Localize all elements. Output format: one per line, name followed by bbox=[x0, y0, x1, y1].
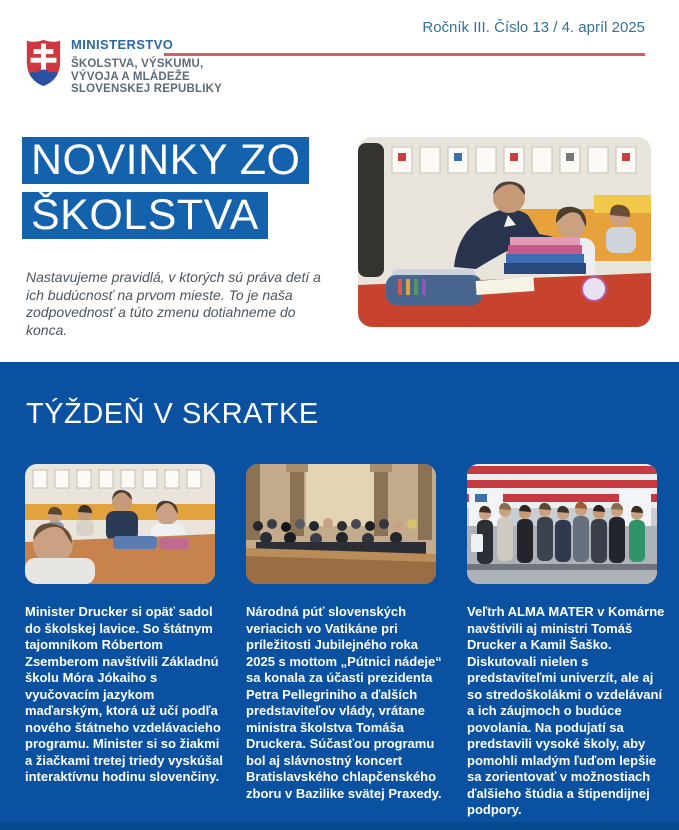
week-item-2 bbox=[246, 464, 446, 819]
issue-line: Ročník III. Číslo 13 / 4. apríl 2025 bbox=[422, 19, 645, 36]
header-red-rule bbox=[164, 53, 645, 56]
classroom-visit-photo bbox=[25, 464, 215, 584]
week-item-text: Minister Drucker si opäť sadol do školskej lavice. So štátnym tajomníkom Róbertom Zsemberom navštívili Základnú školu Móra Jókaiho s vyučovacím jazykom maďarským, ktorá už učí podľa nového štátneho vzdelávacieho programu. Minister si so žiakmi a žiačkami tretej triedy vyskúšal interaktívnu hodinu slovenčiny. bbox=[25, 604, 224, 784]
alma-mater-fair-photo bbox=[467, 464, 657, 584]
ministry-wordmark bbox=[71, 38, 222, 96]
ministry-sub-line-3: SLOVENSKEJ REPUBLIKY bbox=[71, 83, 222, 95]
vatican-pilgrimage-photo bbox=[246, 464, 436, 584]
section-title: TÝŽDEŇ V SKRATKE bbox=[26, 398, 319, 430]
hero-photo-classroom bbox=[358, 137, 651, 327]
week-in-brief-section bbox=[0, 362, 679, 830]
title-line-1: NOVINKY ZO bbox=[22, 137, 309, 184]
ministry-sub-line-1: ŠKOLSTVA, VÝSKUMU, bbox=[71, 58, 204, 70]
week-item-text: Národná púť slovenských veriacich vo Vatikáne pri príležitosti Jubilejného roka 2025 s mottom „Pútnici nádeje“ sa konala za účasti prezidenta Petra Pellegriniho a ďalších predstaviteľov vlády, vrátane ministra školstva Tomáša Druckera. Súčasťou programu bol aj slávnostný koncert Bratislavského chlapčenského zboru v Bazilike svätej Praxedy. bbox=[246, 604, 442, 801]
week-item-3 bbox=[467, 464, 667, 819]
week-item-text: Veľtrh ALMA MATER v Komárne navštívili aj ministri Tomáš Drucker a Kamil Šaško. Diskutovali nielen s predstaviteľmi univerzít, ale aj so stredoškolákmi o vzdelávaní a ich záujmoch o budúce povolania. Na podujatí sa predstavili vysoké školy, aby pomohli mladým ľuďom lepšie sa zorientovať v možnostiach ďalšieho štúdia a štipendijnej podpory. bbox=[467, 604, 665, 817]
ministry-logo bbox=[25, 38, 222, 96]
newsletter-title bbox=[22, 137, 309, 239]
title-line-2: ŠKOLSTVA bbox=[22, 192, 268, 239]
week-items-grid bbox=[0, 464, 679, 819]
slovak-coat-of-arms-icon bbox=[25, 38, 62, 89]
ministry-name-line: MINISTERSTVO bbox=[71, 37, 174, 52]
minister-quote: Nastavujeme pravidlá, v ktorých sú práva detí a ich budúcnosť na prvom mieste. To je naša zodpovednosť a túto zmenu dotiahneme do konca. bbox=[26, 269, 321, 338]
week-item-1 bbox=[25, 464, 225, 819]
footer-bar bbox=[0, 822, 679, 830]
ministry-sub-line-2: VÝVOJA A MLÁDEŽE bbox=[71, 70, 190, 83]
